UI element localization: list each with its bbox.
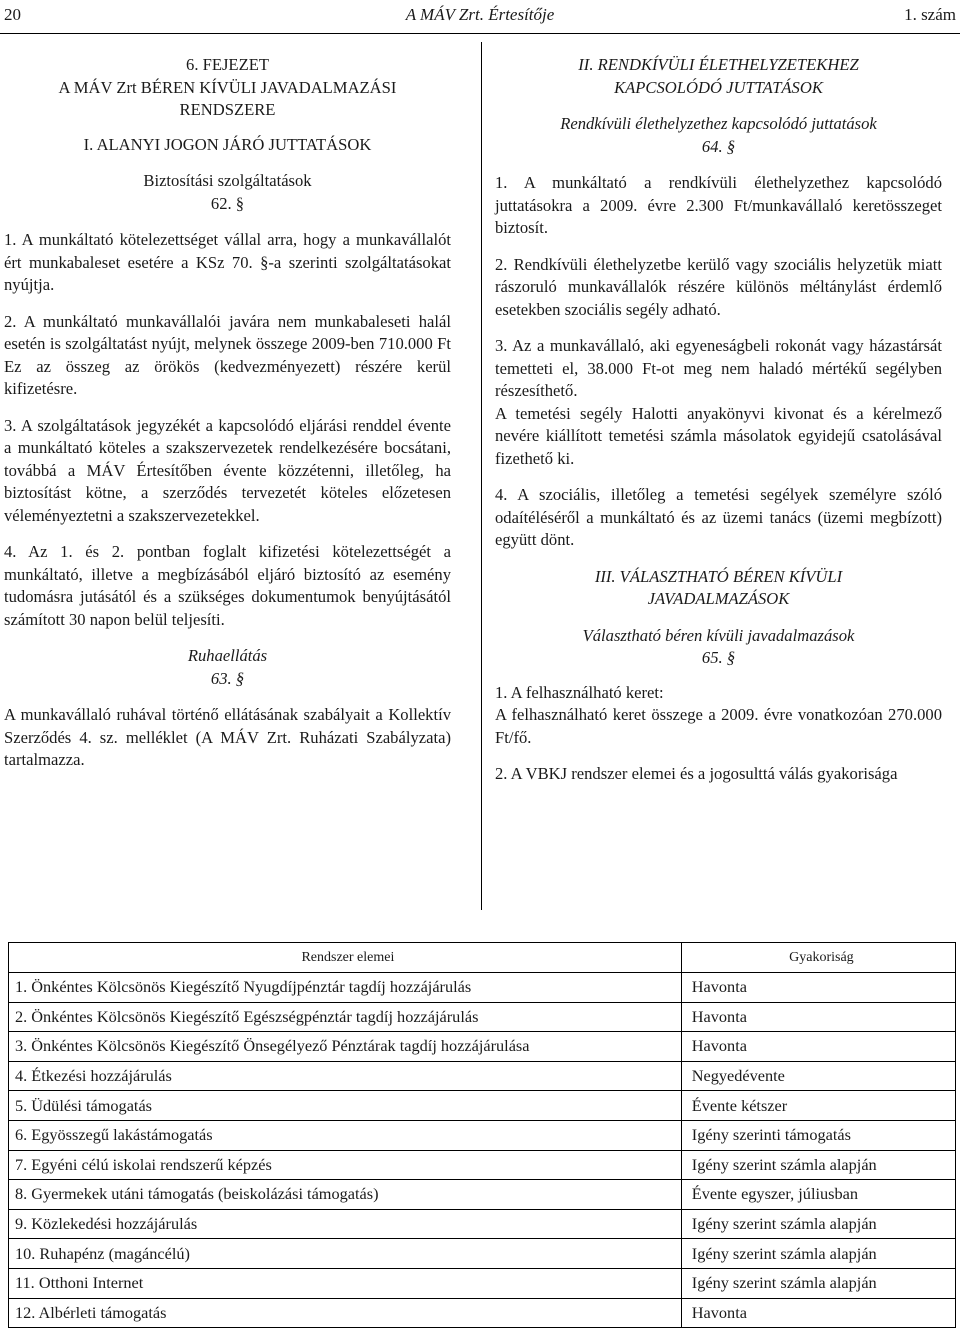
column-header: Gyakoriság (681, 943, 955, 973)
chapter-title-line1: A MÁV Zrt BÉREN KÍVÜLI JAVADALMAZÁSI (58, 77, 397, 97)
subsection-title-4: Választható béren kívüli javadalmazások (582, 625, 855, 645)
table-cell: Havonta (681, 1002, 955, 1032)
paragraph-r3: 3. Az a munkavállaló, aki egyeneságbeli rokonát vagy házastársát temetteti el, 38.000 Ft-ot meg nem haladó mértékű segélyben részesíthető. (495, 336, 942, 400)
table-cell: 9. Közlekedési hozzájárulás (9, 1209, 682, 1239)
table-cell: 10. Ruhapénz (magáncélú) (9, 1239, 682, 1269)
table-cell: 5. Üdülési támogatás (9, 1091, 682, 1121)
paragraph-number-2: 63. § (210, 668, 245, 688)
column-header: Rendszer elemei (9, 943, 682, 973)
paragraph-4: 4. Az 1. és 2. pontban foglalt kifizetési kötelezettségét a munkáltató, illetve a megbízásából eljáró biztosító az esemény tudomásra jutásától és a szükséges dokumentumok benyújtásától számított 30 napon belül teljesíti. (4, 542, 451, 629)
publication-title: A MÁV Zrt. Értesítője (405, 5, 555, 24)
table-cell: 2. Önkéntes Kölcsönös Kiegészítő Egészségpénztár tagdíj hozzájárulás (9, 1002, 682, 1032)
table-header-row (9, 943, 956, 973)
page-number: 20 (4, 5, 21, 24)
table-row (9, 1091, 956, 1121)
table-cell: 3. Önkéntes Kölcsönös Kiegészítő Önsegélyező Pénztárak tagdíj hozzájárulása (9, 1032, 682, 1062)
paragraph-number-4: 65. § (701, 648, 736, 667)
table-row (9, 1032, 956, 1062)
table-row (9, 1239, 956, 1269)
table-cell: 8. Gyermekek utáni támogatás (beiskolázási támogatás) (9, 1180, 682, 1210)
paragraph-r5-head: 1. A felhasználható keret: (495, 682, 664, 702)
table-row (9, 1150, 956, 1180)
table-cell: Igény szerint számla alapján (681, 1268, 955, 1298)
paragraph-r4: 4. A szociális, illetőleg a temetési segélyek személyre szóló odaítéléséről a munkáltató és az üzemi tanács (üzemi megbízott) együtt dönt. (495, 485, 942, 549)
paragraph-2: 2. A munkáltató munkavállalói javára nem munkabaleseti halál esetén is szolgáltatást nyújt, melynek összege 2009-ben 710.000 Ft Ez az összeg az örökös (kedvezményezett) részére kerül kifizetésre. (4, 311, 451, 398)
section-heading-3b: JAVADALMAZÁSOK (647, 589, 790, 608)
chapter-title-line2: RENDSZERE (179, 100, 276, 119)
column-divider (481, 42, 482, 910)
table-cell: Havonta (681, 1298, 955, 1328)
paragraph-number-3: 64. § (701, 136, 736, 156)
table-cell: Évente kétszer (681, 1091, 955, 1121)
table-row (9, 1298, 956, 1328)
section-heading: I. ALANYI JOGON JÁRÓ JUTTATÁSOK (83, 134, 372, 154)
table-cell: Negyedévente (681, 1061, 955, 1091)
chapter-number: 6. FEJEZET (186, 55, 269, 74)
table-row (9, 1002, 956, 1032)
table-row (9, 1180, 956, 1210)
page-header (0, 0, 960, 34)
right-column (495, 54, 942, 786)
subsection-title-3: Rendkívüli élethelyzethez kapcsolódó juttatások (560, 114, 877, 133)
table-cell: Havonta (681, 973, 955, 1003)
table-cell: 12. Albérleti támogatás (9, 1298, 682, 1328)
table-cell: Évente egyszer, júliusban (681, 1180, 955, 1210)
table-cell: 1. Önkéntes Kölcsönös Kiegészítő Nyugdíjpénztár tagdíj hozzájárulás (9, 973, 682, 1003)
subsection-title: Biztosítási szolgáltatások (143, 171, 312, 190)
table-cell: 7. Egyéni célú iskolai rendszerű képzés (9, 1150, 682, 1180)
paragraph-number: 62. § (210, 193, 245, 213)
subsection-title-2: Ruhaellátás (187, 646, 268, 665)
paragraph-r6: 2. A VBKJ rendszer elemei és a jogosulttá válás gyakorisága (495, 764, 898, 783)
paragraph-1: 1. A munkáltató kötelezettséget vállal arra, hogy a munkavállalót ért munkabaleset esetére a KSz 70. §-a szerinti szolgáltatásokat nyújtja. (4, 230, 451, 294)
section-heading-2b: KAPCSOLÓDÓ JUTTATÁSOK (614, 77, 823, 97)
table-row (9, 1120, 956, 1150)
table-row (9, 973, 956, 1003)
table-cell: Igény szerint számla alapján (681, 1209, 955, 1239)
table-cell: Igény szerint számla alapján (681, 1239, 955, 1269)
paragraph-r2: 2. Rendkívüli élethelyzetbe kerülő vagy szociális helyzetük miatt rászoruló munkavállalók részére különös méltánylást érdemlő esetekben szociális segély adható. (495, 254, 942, 319)
paragraph-r1: 1. A munkáltató a rendkívüli élethelyzethez kapcsolódó juttatásokra a 2009. évre 2.300 Ft/munkavállaló keretösszeget biztosít. (495, 173, 942, 237)
section-heading-3a: III. VÁLASZTHATÓ BÉREN KÍVÜLI (594, 566, 843, 586)
header-rule (0, 33, 960, 34)
table-row (9, 1268, 956, 1298)
table-row (9, 1061, 956, 1091)
section-heading-2a: II. RENDKÍVÜLI ÉLETHELYZETEKHEZ (578, 55, 859, 74)
vbkj-table (8, 942, 956, 1328)
paragraph-r5: A felhasználható keret összege a 2009. évre vonatkozóan 270.000 Ft/fő. (495, 705, 942, 747)
paragraph-5: A munkavállaló ruhával történő ellátásának szabályait a Kollektív Szerződés 4. sz. melléklet (A MÁV Zrt. Ruházati Szabályzata) tartalmazza. (4, 705, 451, 769)
paragraph-3: 3. A szolgáltatások jegyzékét a kapcsolódó eljárási renddel évente a munkáltató köteles a szakszervezetek rendelkezésére bocsátani, továbbá a MÁV Értesítőben évente közzétenni, illetőleg, ha biztosítást kötne, a szerződés tervezetét köteles előzetesen véleményeztetni a szakszervezetekkel. (4, 415, 451, 525)
table-cell: Igény szerinti támogatás (681, 1120, 955, 1150)
table-cell: 6. Egyösszegű lakástámogatás (9, 1120, 682, 1150)
table-cell: 11. Otthoni Internet (9, 1268, 682, 1298)
table-cell: Havonta (681, 1032, 955, 1062)
table-cell: Igény szerint számla alapján (681, 1150, 955, 1180)
table-cell: 4. Étkezési hozzájárulás (9, 1061, 682, 1091)
paragraph-r3b: A temetési segély Halotti anyakönyvi kivonat és a kérelmező nevére kiállított temetési számla másolatok egyidejű csatolásával fizethető ki. (495, 403, 942, 468)
issue-number: 1. szám (904, 5, 956, 24)
table-row (9, 1209, 956, 1239)
left-column (4, 54, 451, 772)
